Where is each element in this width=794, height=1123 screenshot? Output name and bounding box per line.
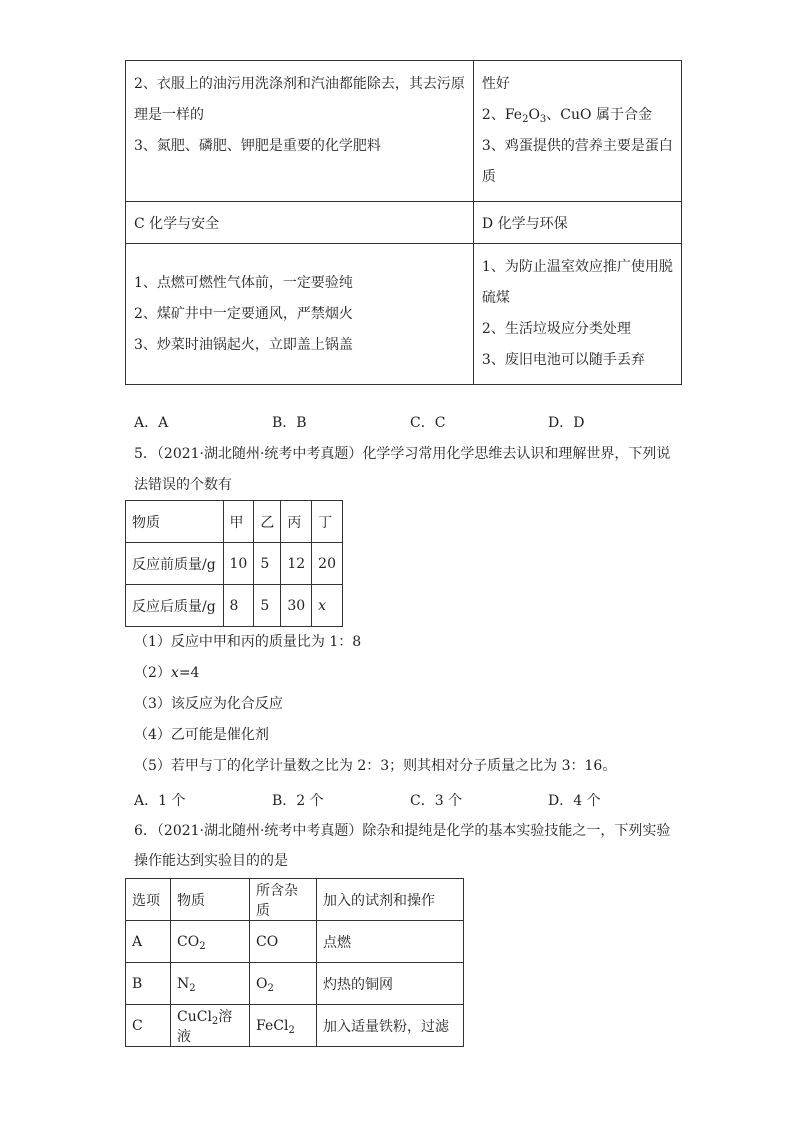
- b-line-2-rest: 、CuO 属于合金: [546, 107, 652, 123]
- q5-statement-4: （4）乙可能是催化剂: [134, 727, 269, 743]
- row-c-substance-suffix: 溶液: [177, 1008, 233, 1045]
- purification-table: [125, 878, 464, 1047]
- q5-option-d[interactable]: D．4 个: [548, 793, 601, 809]
- b-line-2-num: 2、: [481, 107, 505, 123]
- row-b-substance-sub: 2: [189, 982, 196, 994]
- q4-option-c[interactable]: C．C: [410, 415, 446, 431]
- row-b-impurity: [250, 963, 317, 1005]
- a-line-3: 3、氮肥、磷肥、钾肥是重要的化学肥料: [134, 138, 381, 154]
- header-option: 选项: [126, 879, 171, 921]
- row-after-ding: x: [312, 585, 343, 627]
- header-operation: 加入的试剂和操作: [317, 879, 464, 921]
- q4-option-a[interactable]: A．A: [134, 415, 169, 431]
- cell-a-content: [126, 61, 474, 202]
- s2-prefix: （2）: [134, 665, 171, 681]
- s2-suffix: =4: [178, 665, 200, 681]
- row-a-substance-sub: 2: [199, 940, 206, 952]
- row-b-impurity-base: O: [256, 975, 268, 992]
- header-yi: 乙: [254, 501, 281, 543]
- row-c-impurity-base: FeCl: [256, 1017, 289, 1034]
- row-c-substance: [171, 1005, 250, 1047]
- header-substance: 物质: [171, 879, 250, 921]
- row-after-bing: 30: [281, 585, 312, 627]
- row-a-substance-base: CO: [177, 933, 200, 950]
- row-before-yi: 5: [254, 543, 281, 585]
- row-b-impurity-sub: 2: [267, 982, 274, 994]
- d-line-2: 硫煤: [481, 290, 510, 306]
- row-b-operation: 灼热的铜网: [317, 963, 464, 1005]
- b-line-3: 3、鸡蛋提供的营养主要是蛋白: [481, 138, 673, 154]
- q5-option-a[interactable]: A．1 个: [134, 793, 186, 809]
- row-a-operation: 点燃: [317, 921, 464, 963]
- header-substance: 物质: [126, 501, 224, 543]
- d-line-4: 3、废旧电池可以随手丢弃: [481, 352, 645, 368]
- row-c-substance-base: CuCl: [177, 1008, 212, 1025]
- q5-statement-3: （3）该反应为化合反应: [134, 696, 283, 712]
- q5-statement-2: [134, 658, 199, 689]
- row-b-substance: [171, 963, 250, 1005]
- q5-stem-line-1: 5．（2021·湖北随州·统考中考真题）化学学习常用化学思维去认识和理解世界，下列说: [134, 446, 671, 462]
- row-c-impurity-sub: 2: [288, 1024, 295, 1036]
- row-after-jia: 8: [223, 585, 254, 627]
- row-a-substance: [171, 921, 250, 963]
- row-before-label: 反应前质量/g: [126, 543, 224, 585]
- c-line-1: 1、点燃可燃性气体前，一定要验纯: [134, 274, 353, 291]
- row-after-label: 反应后质量/g: [126, 585, 224, 627]
- b-line-2: [482, 100, 673, 131]
- cell-c-content: [126, 244, 474, 385]
- q5-option-c[interactable]: C．3 个: [410, 793, 463, 809]
- mass-table: [125, 500, 343, 627]
- fe-subscript: 2: [522, 114, 529, 125]
- header-bing: 丙: [281, 501, 312, 543]
- b-line-4: 质: [481, 169, 496, 185]
- c-line-3: 3、炒菜时油锅起火，立即盖上锅盖: [134, 336, 353, 353]
- q4-option-b[interactable]: B．B: [272, 415, 307, 431]
- knowledge-table: [125, 60, 682, 385]
- row-after-yi: 5: [254, 585, 281, 627]
- q5-statement-5: （5）若甲与丁的化学计量数之比为 2：3；则其相对分子质量之比为 3：16。: [134, 758, 617, 774]
- row-c-operation: 加入适量铁粉，过滤: [317, 1005, 464, 1047]
- a-line-2: 理是一样的: [134, 107, 204, 123]
- row-c-impurity: [250, 1005, 317, 1047]
- c-line-2: 2、煤矿井中一定要通风，严禁烟火: [134, 305, 353, 322]
- row-c-substance-sub: 2: [211, 1015, 219, 1027]
- row-a-impurity: CO: [250, 921, 317, 963]
- row-b-option: B: [126, 963, 171, 1005]
- header-impurity: 所含杂质: [250, 879, 317, 921]
- row-before-jia: 10: [223, 543, 254, 585]
- o-symbol: O: [528, 107, 540, 123]
- q5-statement-1: （1）反应中甲和丙的质量比为 1：8: [134, 634, 362, 650]
- row-b-substance-base: N: [177, 975, 190, 992]
- fe-symbol: Fe: [504, 107, 523, 123]
- cell-d-content: [473, 244, 681, 385]
- cell-d-title: D 化学与环保: [473, 202, 681, 244]
- q5-stem-line-2: 法错误的个数有: [134, 477, 232, 493]
- cell-b-content: [473, 61, 681, 202]
- o-subscript: 3: [539, 114, 547, 125]
- q6-stem-line-1: 6．（2021·湖北随州·统考中考真题）除杂和提纯是化学的基本实验技能之一，下列实验: [134, 823, 671, 839]
- a-line-1: 2、衣服上的油污用洗涤剂和汽油都能除去，其去污原: [134, 76, 465, 92]
- d-line-3: 2、生活垃圾应分类处理: [481, 321, 631, 337]
- b-line-1: 性好: [481, 76, 510, 92]
- row-c-option: C: [126, 1005, 171, 1047]
- q5-option-b[interactable]: B．2 个: [272, 793, 324, 809]
- row-before-ding: 20: [312, 543, 343, 585]
- header-ding: 丁: [312, 501, 343, 543]
- header-jia: 甲: [223, 501, 254, 543]
- s2-variable: x: [170, 665, 179, 681]
- d-line-1: 1、为防止温室效应推广使用脱: [481, 259, 673, 275]
- cell-c-title: C 化学与安全: [126, 202, 474, 244]
- row-before-bing: 12: [281, 543, 312, 585]
- row-a-option: A: [126, 921, 171, 963]
- q6-stem-line-2: 操作能达到实验目的的是: [134, 853, 288, 869]
- q4-option-d[interactable]: D．D: [548, 415, 585, 431]
